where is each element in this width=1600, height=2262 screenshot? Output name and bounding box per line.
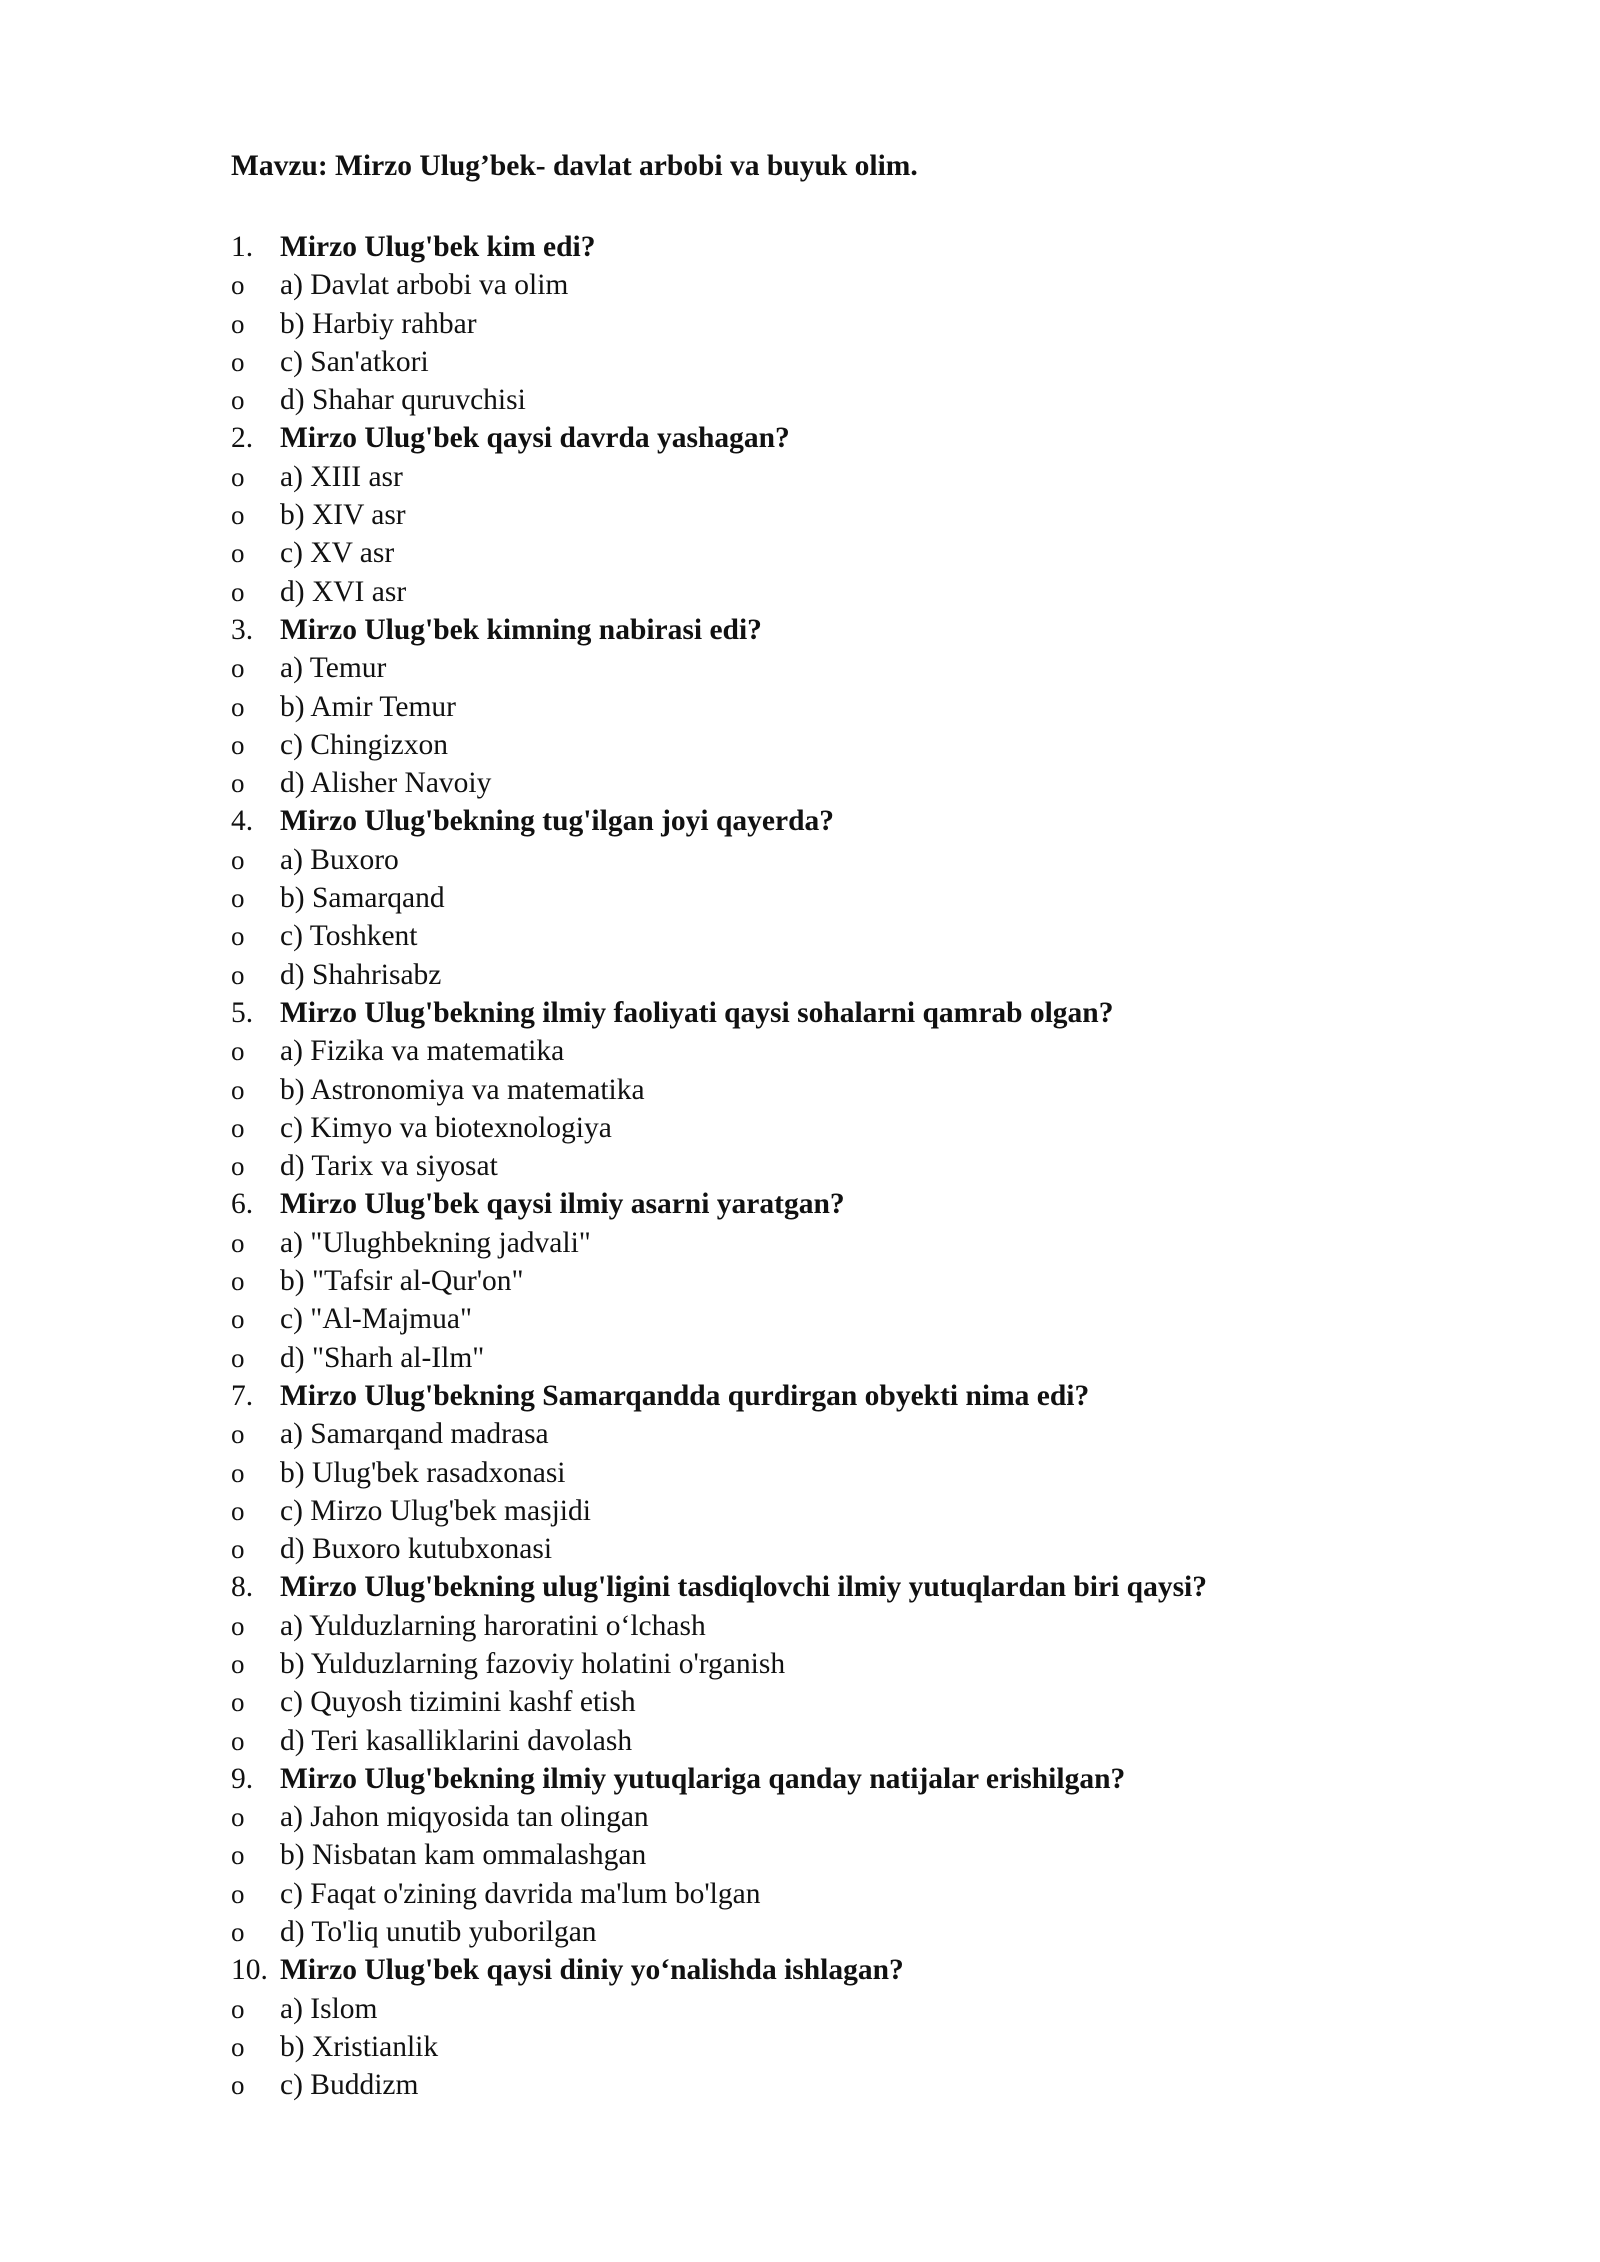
option-text: c) Kimyo va biotexnologiya bbox=[280, 1111, 612, 1144]
option-text: d) Buxoro kutubxonasi bbox=[280, 1533, 553, 1566]
option-text: a) Buxoro bbox=[280, 843, 399, 876]
bullet-marker: o bbox=[231, 1687, 245, 1718]
answer-option bbox=[0, 1109, 1600, 1147]
answer-option bbox=[0, 534, 1600, 572]
option-text: d) Tarix va siyosat bbox=[280, 1150, 498, 1183]
answer-option bbox=[0, 458, 1600, 496]
option-text: c) XV asr bbox=[280, 537, 395, 570]
option-text: d) Alisher Navoiy bbox=[280, 767, 492, 800]
option-text: c) "Al-Majmua" bbox=[280, 1303, 473, 1336]
bullet-marker: o bbox=[231, 461, 245, 492]
bullet-marker: o bbox=[231, 768, 245, 799]
bullet-marker: o bbox=[231, 1534, 245, 1565]
bullet-marker: o bbox=[231, 2031, 245, 2062]
bullet-marker: o bbox=[231, 844, 245, 875]
answer-option bbox=[0, 1645, 1600, 1683]
answer-option bbox=[0, 343, 1600, 381]
answer-option bbox=[0, 1224, 1600, 1262]
answer-option bbox=[0, 1798, 1600, 1836]
bullet-marker: o bbox=[231, 1036, 245, 1067]
question-number: 5. bbox=[231, 996, 254, 1029]
answer-option bbox=[0, 1530, 1600, 1568]
option-text: b) Harbiy rahbar bbox=[280, 307, 477, 340]
option-text: a) Fizika va matematika bbox=[280, 1035, 565, 1068]
option-text: d) "Sharh al-Ilm" bbox=[280, 1341, 485, 1374]
option-text: d) XVI asr bbox=[280, 575, 407, 608]
bullet-marker: o bbox=[231, 1304, 245, 1335]
bullet-marker: o bbox=[231, 1725, 245, 1756]
question-item bbox=[0, 419, 1600, 457]
option-text: d) Teri kasalliklarini davolash bbox=[280, 1724, 633, 1757]
answer-option bbox=[0, 841, 1600, 879]
option-text: a) Jahon miqyosida tan olingan bbox=[280, 1801, 649, 1834]
answer-option bbox=[0, 1875, 1600, 1913]
option-text: b) Amir Temur bbox=[280, 690, 457, 723]
option-text: a) "Ulughbekning jadvali" bbox=[280, 1226, 591, 1259]
question-item bbox=[0, 1185, 1600, 1223]
answer-option bbox=[0, 1339, 1600, 1377]
option-text: b) "Tafsir al-Qur'on" bbox=[280, 1265, 524, 1298]
question-item bbox=[0, 228, 1600, 266]
question-item bbox=[0, 1760, 1600, 1798]
answer-option bbox=[0, 1913, 1600, 1951]
option-text: a) Yulduzlarning haroratini o‘lchash bbox=[280, 1609, 706, 1642]
bullet-marker: o bbox=[231, 729, 245, 760]
question-text: Mirzo Ulug'bek qaysi ilmiy asarni yaratgan? bbox=[280, 1188, 845, 1221]
answer-option bbox=[0, 1147, 1600, 1185]
bullet-marker: o bbox=[231, 883, 245, 914]
option-text: c) San'atkori bbox=[280, 345, 429, 378]
answer-option bbox=[0, 496, 1600, 534]
option-text: a) Samarqand madrasa bbox=[280, 1418, 549, 1451]
option-text: c) Toshkent bbox=[280, 920, 418, 953]
question-text: Mirzo Ulug'bek qaysi diniy yo‘nalishda ishlagan? bbox=[280, 1954, 904, 1987]
answer-option bbox=[0, 573, 1600, 611]
option-text: d) Shahar quruvchisi bbox=[280, 384, 526, 417]
question-number: 8. bbox=[231, 1571, 254, 1604]
option-text: b) Yulduzlarning fazoviy holatini o'rganish bbox=[280, 1647, 786, 1680]
question-list bbox=[0, 228, 1600, 2105]
bullet-marker: o bbox=[231, 1112, 245, 1143]
bullet-marker: o bbox=[231, 538, 245, 569]
question-text: Mirzo Ulug'bekning Samarqandda qurdirgan obyekti nima edi? bbox=[280, 1379, 1090, 1412]
answer-option bbox=[0, 1032, 1600, 1070]
bullet-marker: o bbox=[231, 653, 245, 684]
bullet-marker: o bbox=[231, 1151, 245, 1182]
answer-option bbox=[0, 305, 1600, 343]
question-text: Mirzo Ulug'bek qaysi davrda yashagan? bbox=[280, 422, 790, 455]
question-item bbox=[0, 1951, 1600, 1989]
answer-option bbox=[0, 879, 1600, 917]
bullet-marker: o bbox=[231, 1840, 245, 1871]
answer-option bbox=[0, 2028, 1600, 2066]
option-text: b) Astronomiya va matematika bbox=[280, 1073, 645, 1106]
option-text: c) Quyosh tizimini kashf etish bbox=[280, 1686, 636, 1719]
question-text: Mirzo Ulug'bekning ilmiy faoliyati qaysi sohalarni qamrab olgan? bbox=[280, 996, 1114, 1029]
answer-option bbox=[0, 381, 1600, 419]
question-text: Mirzo Ulug'bekning ulug'ligini tasdiqlovchi ilmiy yutuqlardan biri qaysi? bbox=[280, 1571, 1208, 1604]
option-text: c) Faqat o'zining davrida ma'lum bo'lgan bbox=[280, 1877, 761, 1910]
question-number: 3. bbox=[231, 613, 254, 646]
answer-option bbox=[0, 1492, 1600, 1530]
answer-option bbox=[0, 917, 1600, 955]
answer-option bbox=[0, 1262, 1600, 1300]
bullet-marker: o bbox=[231, 959, 245, 990]
bullet-marker: o bbox=[231, 2070, 245, 2101]
answer-option bbox=[0, 266, 1600, 304]
question-number: 9. bbox=[231, 1762, 254, 1795]
bullet-marker: o bbox=[231, 1993, 245, 2024]
answer-option bbox=[0, 1836, 1600, 1874]
option-text: d) To'liq unutib yuborilgan bbox=[280, 1916, 597, 1949]
option-text: a) Islom bbox=[280, 1992, 378, 2025]
answer-option bbox=[0, 1722, 1600, 1760]
question-number: 7. bbox=[231, 1379, 254, 1412]
bullet-marker: o bbox=[231, 1495, 245, 1526]
question-item bbox=[0, 1568, 1600, 1606]
bullet-marker: o bbox=[231, 500, 245, 531]
question-item bbox=[0, 802, 1600, 840]
option-text: b) Xristianlik bbox=[280, 2030, 439, 2063]
question-item bbox=[0, 611, 1600, 649]
option-text: a) Temur bbox=[280, 652, 387, 685]
bullet-marker: o bbox=[231, 691, 245, 722]
question-text: Mirzo Ulug'bek kim edi? bbox=[280, 231, 596, 263]
document-title: Mavzu: Mirzo Ulug’bek- davlat arbobi va buyuk olim. bbox=[231, 150, 918, 182]
option-text: b) XIV asr bbox=[280, 499, 406, 532]
answer-option bbox=[0, 956, 1600, 994]
bullet-marker: o bbox=[231, 1457, 245, 1488]
bullet-marker: o bbox=[231, 385, 245, 416]
bullet-marker: o bbox=[231, 1074, 245, 1105]
bullet-marker: o bbox=[231, 308, 245, 339]
question-item bbox=[0, 994, 1600, 1032]
answer-option bbox=[0, 726, 1600, 764]
bullet-marker: o bbox=[231, 921, 245, 952]
answer-option bbox=[0, 688, 1600, 726]
bullet-marker: o bbox=[231, 1917, 245, 1948]
bullet-marker: o bbox=[231, 1648, 245, 1679]
option-text: c) Mirzo Ulug'bek masjidi bbox=[280, 1494, 591, 1527]
question-item bbox=[0, 1377, 1600, 1415]
answer-option bbox=[0, 1607, 1600, 1645]
answer-option bbox=[0, 1454, 1600, 1492]
answer-option bbox=[0, 764, 1600, 802]
bullet-marker: o bbox=[231, 270, 245, 301]
option-text: c) Chingizxon bbox=[280, 728, 448, 761]
bullet-marker: o bbox=[231, 1802, 245, 1833]
option-text: a) XIII asr bbox=[280, 460, 403, 493]
answer-option bbox=[0, 1990, 1600, 2028]
question-text: Mirzo Ulug'bekning tug'ilgan joyi qayerda? bbox=[280, 805, 834, 838]
answer-option bbox=[0, 1415, 1600, 1453]
option-text: b) Samarqand bbox=[280, 882, 445, 915]
bullet-marker: o bbox=[231, 1342, 245, 1373]
question-number: 4. bbox=[231, 805, 254, 838]
option-text: d) Shahrisabz bbox=[280, 958, 442, 991]
bullet-marker: o bbox=[231, 1419, 245, 1450]
question-number: 6. bbox=[231, 1188, 254, 1221]
bullet-marker: o bbox=[231, 1266, 245, 1297]
answer-option bbox=[0, 1071, 1600, 1109]
bullet-marker: o bbox=[231, 1227, 245, 1258]
question-number: 1. bbox=[231, 231, 254, 263]
option-text: b) Ulug'bek rasadxonasi bbox=[280, 1456, 566, 1489]
answer-option bbox=[0, 1300, 1600, 1338]
answer-option bbox=[0, 649, 1600, 687]
bullet-marker: o bbox=[231, 1878, 245, 1909]
question-text: Mirzo Ulug'bekning ilmiy yutuqlariga qanday natijalar erishilgan? bbox=[280, 1762, 1126, 1795]
bullet-marker: o bbox=[231, 576, 245, 607]
option-text: c) Buddizm bbox=[280, 2069, 419, 2102]
option-text: b) Nisbatan kam ommalashgan bbox=[280, 1839, 647, 1872]
answer-option bbox=[0, 1683, 1600, 1721]
answer-option bbox=[0, 2066, 1600, 2104]
bullet-marker: o bbox=[231, 1610, 245, 1641]
question-number: 10. bbox=[231, 1954, 268, 1987]
question-text: Mirzo Ulug'bek kimning nabirasi edi? bbox=[280, 613, 762, 646]
question-number: 2. bbox=[231, 422, 254, 455]
option-text: a) Davlat arbobi va olim bbox=[280, 269, 569, 302]
bullet-marker: o bbox=[231, 346, 245, 377]
